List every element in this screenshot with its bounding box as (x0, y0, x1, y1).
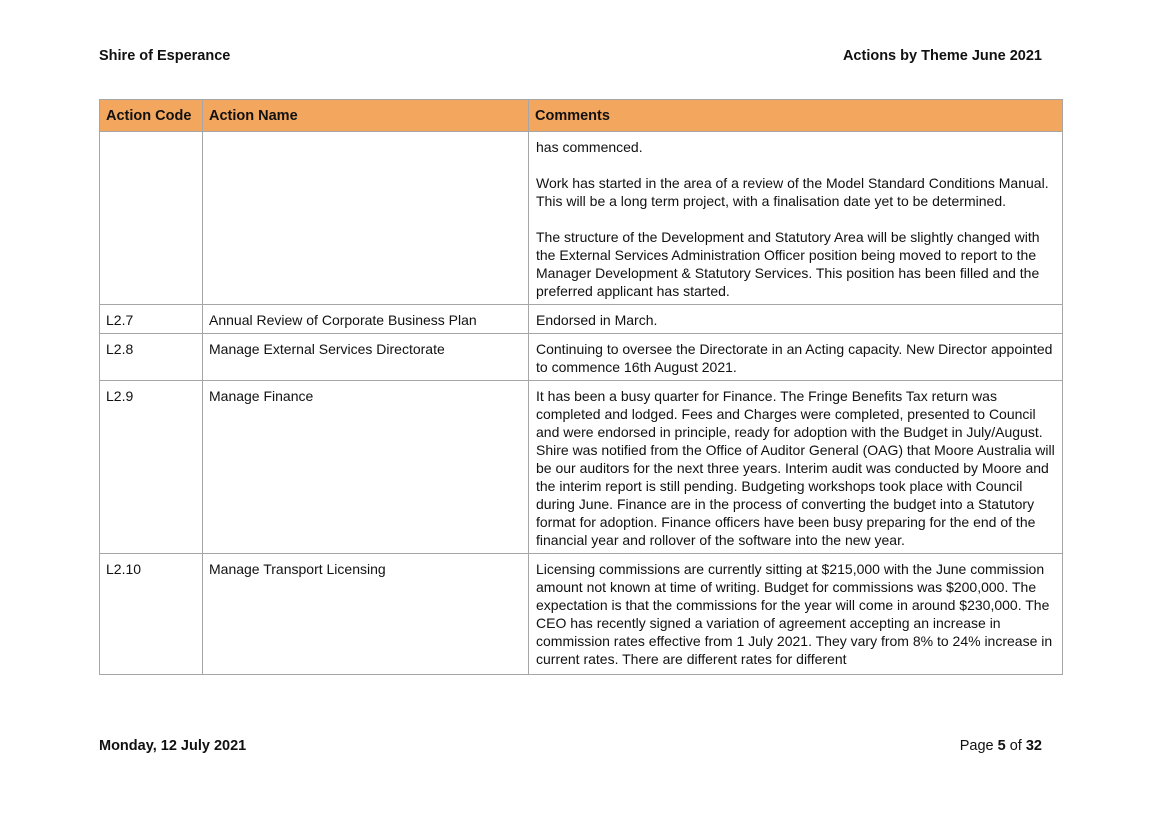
document-header-title: Actions by Theme June 2021 (842, 48, 1042, 64)
table-header-row (100, 100, 1063, 132)
page-current: 5 (997, 738, 1006, 754)
page-of-label: of (1005, 738, 1026, 754)
action-name-cell: Manage Finance (203, 381, 529, 554)
document-footer-date: Monday, 12 July 2021 (99, 738, 247, 754)
table-row (100, 554, 1063, 675)
table-row (100, 334, 1063, 381)
comments-cell (529, 381, 1063, 554)
column-header-comments: Comments (529, 100, 1063, 132)
comment-paragraph: It has been a busy quarter for Finance. The Fringe Benefits Tax return was completed and lodged. Fees and Charges were completed, presented to Council and were endorsed in principle, ready for adoption with the Budget in July/August. Shire was notified from the Office of Auditor General (OAG) that Moore Australia will be our auditors for the next three years. Interim audit was conducted by Moore and the interim report is still pending. Budgeting workshops took place with Council during June. Finance are in the process of converting the budget into a Statutory format for adoption. Finance officers have been busy preparing for the end of the financial year and rollover of the software into the new year. (536, 388, 1055, 548)
table-row (100, 305, 1063, 334)
comment-paragraph: Work has started in the area of a review of the Model Standard Conditions Manual. This will be a long term project, with a finalisation date yet to be determined. (536, 175, 1049, 209)
action-name-cell: Annual Review of Corporate Business Plan (203, 305, 529, 334)
comments-cell (529, 554, 1063, 675)
action-name-cell: Manage External Services Directorate (203, 334, 529, 381)
column-header-action-code: Action Code (100, 100, 203, 132)
document-header-organisation: Shire of Esperance (99, 48, 231, 64)
comment-paragraph: Endorsed in March. (536, 312, 658, 328)
table-row (100, 381, 1063, 554)
comments-cell (529, 132, 1063, 305)
action-code-cell (100, 132, 203, 305)
actions-table (99, 99, 1063, 675)
comment-continuation-clip (536, 560, 1055, 670)
action-code-cell: L2.9 (100, 381, 203, 554)
column-header-action-name: Action Name (203, 100, 529, 132)
comment-paragraph: Licensing commissions are currently sitting at $215,000 with the June commission amount not known at time of writing. Budget for commissions was $200,000. The expectation is that the commissions for the year will come in around $230,000. The CEO has recently signed a variation of agreement accepting an increase in commission rates effective from 1 July 2021. They vary from 8% to 24% increase in current rates. There are different rates for different (536, 561, 1053, 667)
comment-paragraph: Continuing to oversee the Directorate in an Acting capacity. New Director appointed to commence 16th August 2021. (536, 341, 1053, 375)
comments-cell (529, 305, 1063, 334)
page-label: Page (959, 738, 998, 754)
action-name-cell (203, 132, 529, 305)
comment-paragraph: has commenced. (536, 139, 643, 155)
page-total: 32 (1025, 738, 1042, 754)
comments-cell (529, 334, 1063, 381)
action-code-cell: L2.8 (100, 334, 203, 381)
comment-paragraph: The structure of the Development and Statutory Area will be slightly changed with the External Services Administration Officer position being moved to report to the Manager Development & Statutory Services. This position has been filled and the preferred applicant has started. (536, 229, 1040, 299)
page-number (960, 738, 1042, 754)
action-name-cell: Manage Transport Licensing (203, 554, 529, 675)
action-code-cell: L2.7 (100, 305, 203, 334)
action-code-cell: L2.10 (100, 554, 203, 675)
table-row (100, 132, 1063, 305)
